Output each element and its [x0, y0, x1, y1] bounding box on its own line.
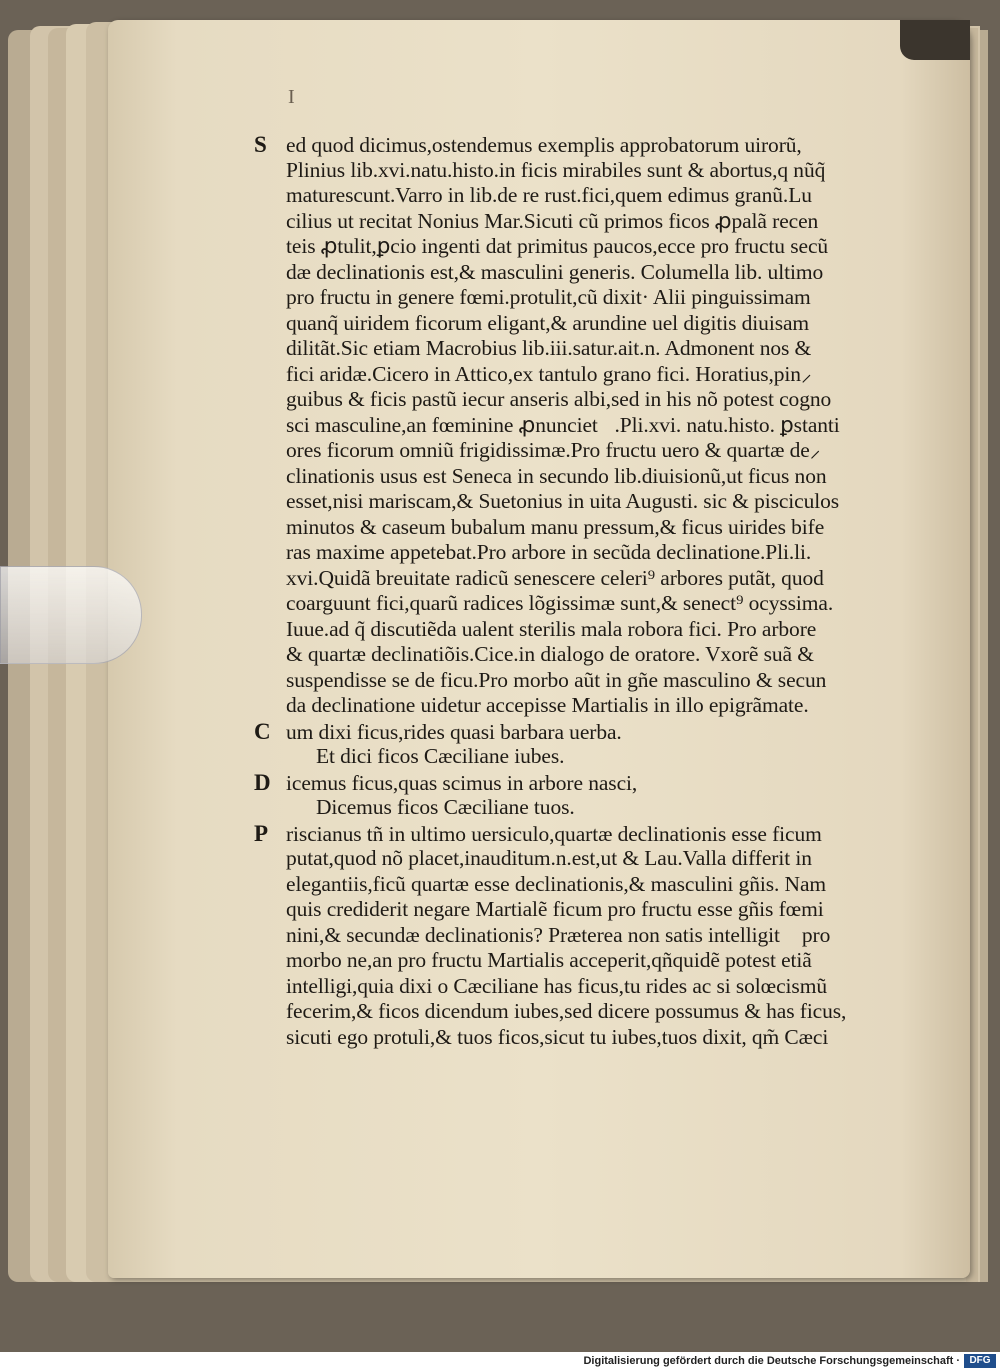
line-text: um dixi ficus,rides quasi barbara uerba. [286, 719, 622, 744]
line-text: fici aridæ.Cicero in Attico,ex tantulo grano fici. Horatius,pin⸝ [286, 361, 812, 386]
text-line [254, 795, 944, 821]
text-line [254, 668, 944, 694]
funding-credit: Digitalisierung gefördert durch die Deutsche Forschungsgemeinschaft · [583, 1355, 960, 1367]
line-text: fecerim,& ficos dicendum iubes,sed dicere possumus & has ficus, [286, 999, 847, 1023]
initial-letter: S [254, 132, 267, 157]
text-line [254, 642, 944, 668]
text-line [254, 591, 944, 617]
line-text: teis ꝓtulit,ꝑcio ingenti dat primitus paucos,ecce pro fructu secũ [286, 234, 829, 258]
line-text: dilitãt.Sic etiam Macrobius lib.iii.satur.ait.n. Admonent nos & [286, 336, 812, 360]
line-text: quanq̃ uiridem ficorum eligant,& arundine uel digitis diuisam [286, 310, 810, 335]
line-text: quis crediderit negare Martialẽ ficum pro fructu esse gñis fœmi [286, 897, 824, 921]
line-text: Plinius lib.xvi.natu.histo.in ficis mirabiles sunt & abortus,q nũq̃ [286, 157, 826, 182]
text-line [254, 923, 944, 949]
footer-bar [0, 1352, 1000, 1371]
text-line [254, 1025, 944, 1051]
line-text: suspendisse se de ficu.Pro morbo aũt in gñe masculino & secun [286, 667, 827, 692]
bookmark-strip [0, 566, 142, 664]
line-text: Et dici ficos Cæciliane iubes. [316, 744, 565, 768]
text-line [254, 362, 944, 388]
line-text: ores ficorum omniũ frigidissimæ.Pro fructu uero & quartæ de⸝ [286, 438, 821, 462]
initial-letter: C [254, 718, 271, 744]
line-text: Iuue.ad q̃ discutiẽda ualent sterilis mala robora fici. Pro arbore [286, 616, 817, 641]
initial-letter: D [254, 769, 271, 795]
line-text: ed quod dicimus,ostendemus exemplis approbatorum uirorũ, [286, 133, 802, 157]
line-text: putat,quod nõ placet,inauditum.n.est,ut & Lau.Valla differit in [286, 846, 812, 870]
text-line [254, 413, 944, 439]
text-line [254, 617, 944, 643]
line-text: dæ declinationis est,& masculini generis. Columella lib. ultimo [286, 259, 824, 284]
text-line [254, 566, 944, 592]
line-text: pro fructu in genere fœmi.protulit,cũ dixit· Alii pinguissimam [286, 285, 811, 309]
line-text: maturescunt.Varro in lib.de re rust.fici,quem edimus granũ.Lu [286, 183, 812, 207]
line-text: xvi.Quidã breuitate radicũ senescere celeri⁹ arbores putãt, quod [286, 565, 824, 590]
initial-letter: P [254, 820, 268, 846]
line-text: sci masculine,an fœminine ꝓnuncietᷣ.Pli.xvi. natu.histo. ꝑstanti [286, 412, 840, 437]
line-text: coarguunt fici,quarũ radices lõgissimæ sunt,& senect⁹ ocyssima. [286, 591, 834, 615]
text-line [254, 464, 944, 490]
text-line [254, 132, 944, 158]
text-line [254, 540, 944, 566]
text-line [254, 948, 944, 974]
text-line [254, 260, 944, 286]
text-line [254, 974, 944, 1000]
dfg-logo-icon: DFG [964, 1354, 996, 1368]
text-line [254, 489, 944, 515]
text-line [254, 897, 944, 923]
line-text: ras maxime appetebat.Pro arbore in secũda declinatione.Pli.li. [286, 540, 812, 564]
text-line [254, 311, 944, 337]
line-text: & quartæ declinatiõis.Cice.in dialogo de oratore. Vxorẽ suã & [286, 642, 814, 666]
line-text: elegantiis,ficũ quartæ esse declinationis,& masculini gñis. Nam [286, 871, 827, 896]
line-text: icemus ficus,quas scimus in arbore nasci, [286, 770, 638, 795]
line-text: da declinatione uidetur accepisse Martialis in illo epigrãmate. [286, 693, 809, 717]
line-text: sicuti ego protuli,& tuos ficos,sicut tu iubes,tuos dixit, qm̃ Cæci [286, 1024, 829, 1049]
signature-mark: I [288, 86, 295, 108]
text-line [254, 209, 944, 235]
line-text: clinationis usus est Seneca in secundo lib.diuisionũ,ut ficus non [286, 463, 827, 488]
line-text: Dicemus ficos Cæciliane tuos. [316, 795, 575, 819]
line-text: cilius ut recitat Nonius Mar.Sicuti cũ primos ficos ꝓpalã recen [286, 208, 819, 233]
line-text: esset,nisi mariscam,& Suetonius in uita Augusti. sic & pisciculos [286, 489, 840, 513]
text-line [254, 846, 944, 872]
text-line [254, 999, 944, 1025]
text-line [254, 515, 944, 541]
line-text: intelligi,quia dixi o Cæciliane has ficus,tu rides ac si solœcismũ [286, 973, 827, 998]
line-text: guibus & ficis pastũ iecur anseris albi,sed in his nõ potest cogno [286, 387, 832, 411]
text-line [254, 438, 944, 464]
text-line [254, 821, 944, 847]
text-line [254, 872, 944, 898]
text-line [254, 158, 944, 184]
text-line [254, 387, 944, 413]
text-line [254, 719, 944, 745]
text-line [254, 693, 944, 719]
text-block [254, 132, 944, 1050]
text-line [254, 183, 944, 209]
binding-corner [900, 20, 970, 60]
text-line [254, 285, 944, 311]
text-line [254, 336, 944, 362]
text-line [254, 770, 944, 796]
line-text: riscianus tñ in ultimo uersiculo,quartæ declinationis esse ficum [286, 821, 822, 846]
line-text: morbo ne,an pro fructu Martialis acceperit,qñquidẽ potest etiã [286, 948, 812, 972]
line-text: minutos & caseum bubalum manu pressum,& ficus uirides bife [286, 514, 825, 539]
text-line [254, 234, 944, 260]
line-text: nini,& secundæ declinationis? Præterea non satis intelligitᷣ pro [286, 922, 831, 947]
text-line [254, 744, 944, 770]
